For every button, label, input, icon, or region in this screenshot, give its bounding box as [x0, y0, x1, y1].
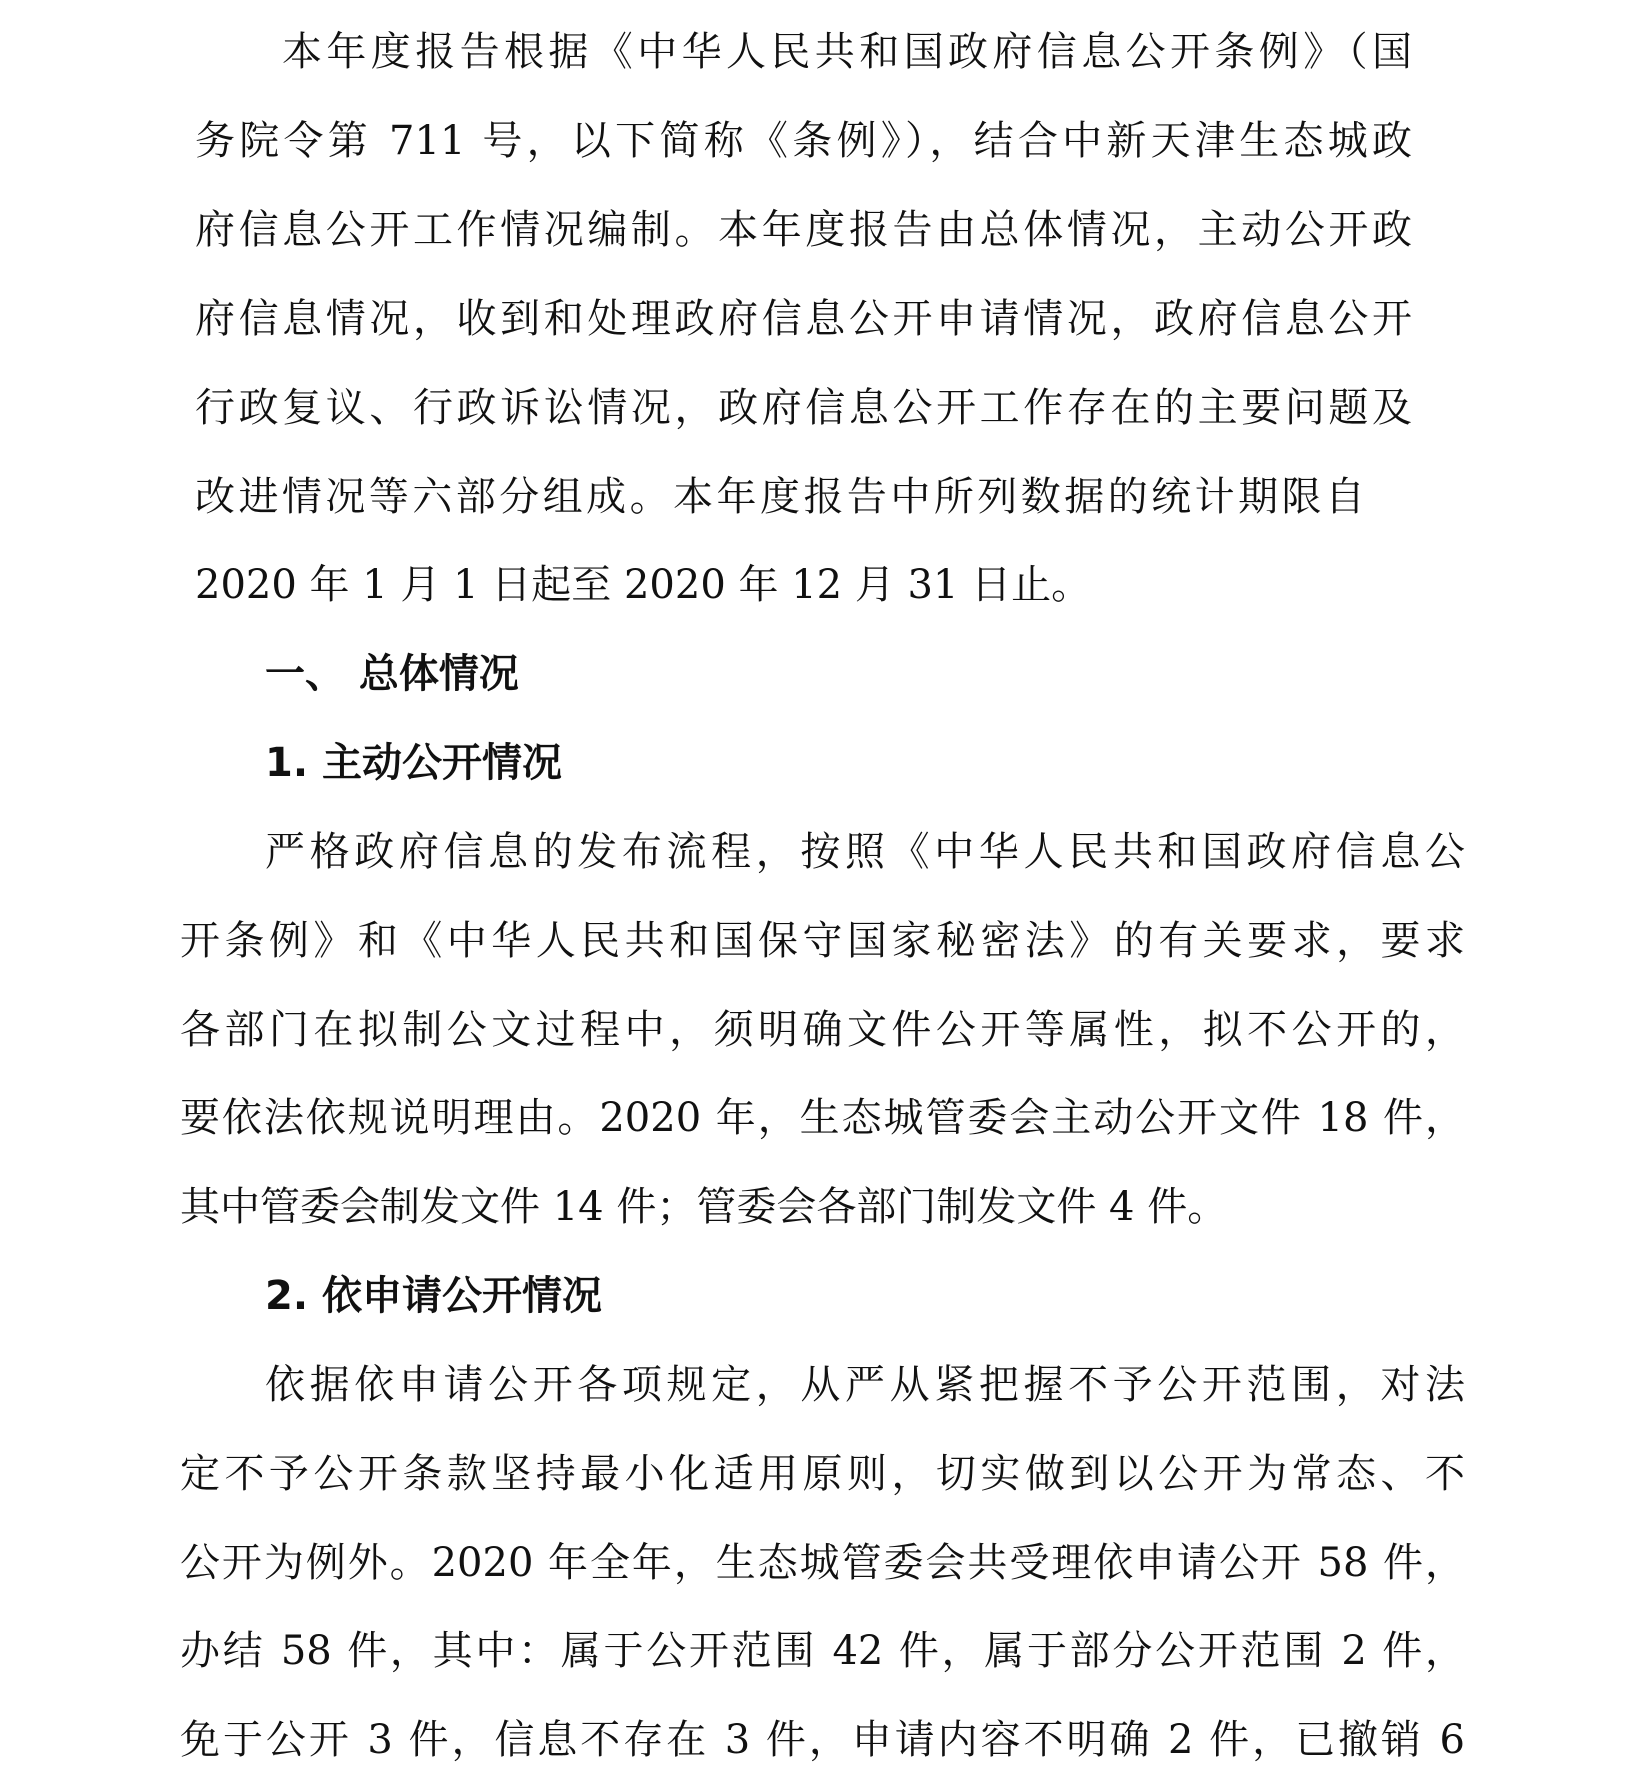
section-heading-overview: 一、 总体情况	[265, 651, 519, 697]
intro-line-5: 行政复议、行政诉讼情况，政府信息公开工作存在的主要问题及	[195, 385, 1412, 431]
subheading-proactive-disclosure: 1. 主动公开情况	[265, 740, 562, 786]
intro-line-6: 改进情况等六部分组成。本年度报告中所列数据的统计期限自	[195, 474, 1365, 520]
proactive-line-1: 严格政府信息的发布流程，按照《中华人民共和国政府信息公	[265, 829, 1465, 875]
request-line-2: 定不予公开条款坚持最小化适用原则，切实做到以公开为常态、不	[180, 1451, 1465, 1497]
request-line-4: 办结 58 件，其中：属于公开范围 42 件，属于部分公开范围 2 件，	[180, 1628, 1465, 1674]
intro-line-1: 本年度报告根据《中华人民共和国政府信息公开条例》（国	[282, 29, 1412, 75]
request-line-1: 依据依申请公开各项规定，从严从紧把握不予公开范围，对法	[265, 1362, 1465, 1408]
proactive-line-3: 各部门在拟制公文过程中，须明确文件公开等属性，拟不公开的，	[180, 1007, 1465, 1053]
intro-line-2: 务院令第 711 号，以下简称《条例》），结合中新天津生态城政	[195, 118, 1412, 164]
proactive-line-4: 要依法依规说明理由。2020 年，生态城管委会主动公开文件 18 件，	[180, 1095, 1465, 1141]
subheading-request-disclosure: 2. 依申请公开情况	[265, 1273, 602, 1319]
intro-line-3: 府信息公开工作情况编制。本年度报告由总体情况，主动公开政	[195, 207, 1412, 253]
intro-line-4: 府信息情况，收到和处理政府信息公开申请情况，政府信息公开	[195, 296, 1412, 342]
request-line-3: 公开为例外。2020 年全年，生态城管委会共受理依申请公开 58 件，	[180, 1540, 1465, 1586]
intro-line-7: 2020 年 1 月 1 日起至 2020 年 12 月 31 日止。	[195, 562, 1092, 608]
request-line-5: 免于公开 3 件，信息不存在 3 件，申请内容不明确 2 件，已撤销 6	[180, 1717, 1465, 1763]
proactive-line-2: 开条例》和《中华人民共和国保守国家秘密法》的有关要求，要求	[180, 918, 1465, 964]
proactive-line-5: 其中管委会制发文件 14 件；管委会各部门制发文件 4 件。	[180, 1184, 1228, 1230]
